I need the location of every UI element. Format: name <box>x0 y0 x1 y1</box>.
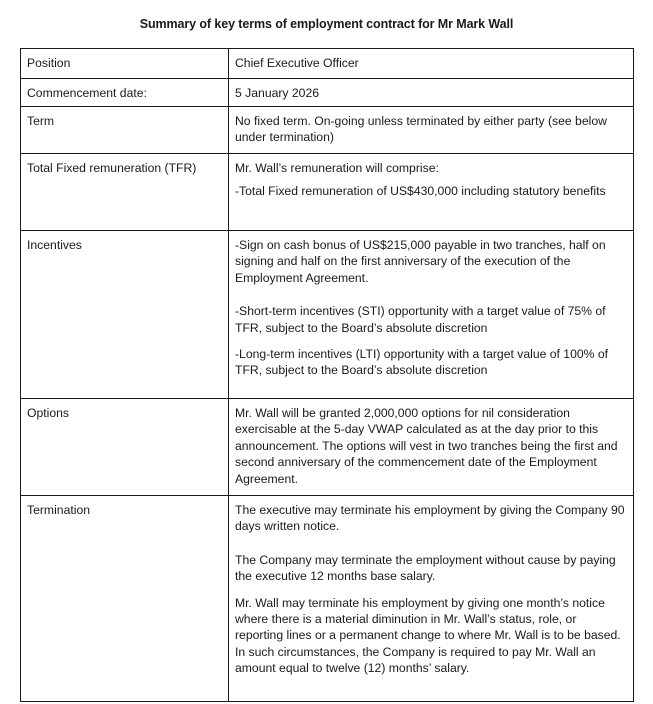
value-text: The executive may terminate his employment by giving the Company 90 days written notice. <box>235 503 625 534</box>
value-text: Chief Executive Officer <box>235 56 359 70</box>
table-row-tfr <box>21 154 634 231</box>
row-label: Term <box>21 107 229 154</box>
value-text: Mr. Wall’s remuneration will comprise: <box>235 161 439 175</box>
row-value <box>229 231 634 399</box>
value-text: -Sign on cash bonus of US$215,000 payable in two tranches, half on signing and half on the first anniversary of the execution of the Employment Agreement. <box>235 238 606 285</box>
contract-terms-table <box>20 48 634 702</box>
table-row-incentives <box>21 231 634 399</box>
row-value <box>229 79 634 107</box>
row-value <box>229 496 634 702</box>
document-title: Summary of key terms of employment contract for Mr Mark Wall <box>139 17 514 31</box>
table-row-commencement <box>21 79 634 107</box>
value-text: -Total Fixed remuneration of US$430,000 including statutory benefits <box>235 184 606 199</box>
table-row-options <box>21 399 634 496</box>
row-value <box>229 399 634 496</box>
value-text: 5 January 2026 <box>235 86 320 100</box>
row-value <box>229 107 634 154</box>
row-value <box>229 49 634 79</box>
value-text: No fixed term. On-going unless terminated by either party (see below under termination) <box>235 114 607 145</box>
table-row-position <box>21 49 634 79</box>
row-label: Commencement date: <box>21 79 229 107</box>
value-text: Mr. Wall will be granted 2,000,000 options for nil consideration exercisable at the 5-day VWAP calculated as at the day prior to this announcement. The options will vest in two tranches being the first and second anniversary of the commencement date of the Employment Agreement. <box>235 406 618 486</box>
value-text: The Company may terminate the employment without cause by paying the executive 12 months base salary. <box>235 552 616 584</box>
table-row-term <box>21 107 634 154</box>
value-text: -Short-term incentives (STI) opportunity with a target value of 75% of TFR, subject to the Board’s absolute discretion <box>235 304 606 335</box>
value-text: Mr. Wall may terminate his employment by giving one month’s notice where there is a material diminution in Mr. Wall’s status, role, or reporting lines or a permanent change to where Mr. Wall is to be based. In such circumstances, the Company is required to pay Mr. Wall an amount equal to twelve (12) months’ salary. <box>235 595 621 676</box>
value-text: -Long-term incentives (LTI) opportunity with a target value of 100% of TFR, subject to the Board’s absolute discretion <box>235 347 609 378</box>
row-label: Total Fixed remuneration (TFR) <box>21 154 229 231</box>
row-label: Incentives <box>21 231 229 399</box>
row-label: Options <box>21 399 229 496</box>
table-row-termination <box>21 496 634 702</box>
row-label: Position <box>21 49 229 79</box>
row-label: Termination <box>21 496 229 702</box>
row-value <box>229 154 634 231</box>
